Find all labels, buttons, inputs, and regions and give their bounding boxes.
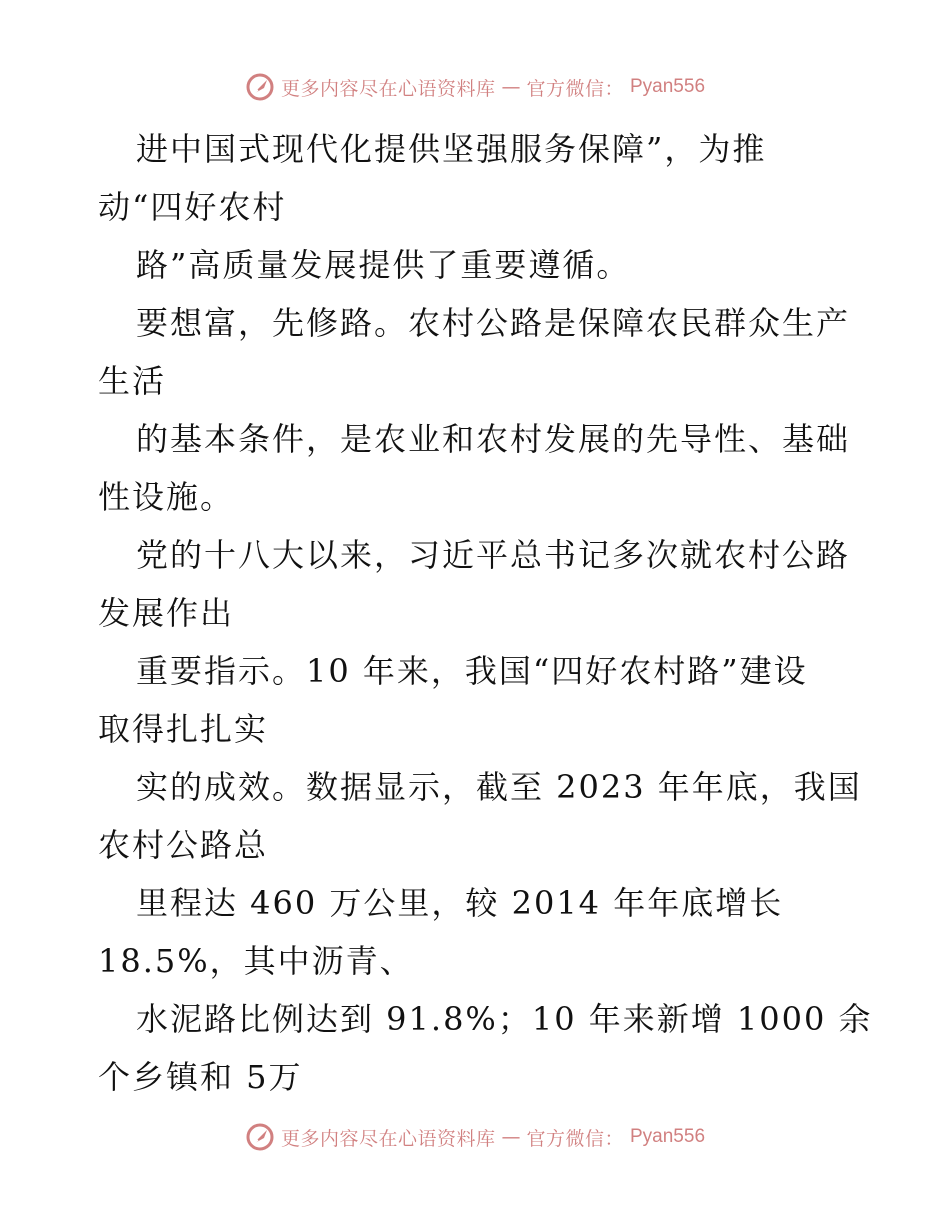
document-body	[98, 120, 873, 1106]
text-line: 里程达 460 万公里，较 2014 年年底增长	[136, 884, 784, 922]
text-line: 的基本条件，是农业和农村发展的先导性、基础	[136, 420, 851, 458]
text-line: 动“四好农村	[98, 188, 287, 226]
feather-pen-logo-icon	[245, 1122, 275, 1152]
header-watermark	[0, 72, 950, 102]
text-line: 实的成效。数据显示，截至 2023 年年底，我国	[136, 768, 862, 806]
text-line: 18.5%，其中沥青、	[98, 942, 414, 980]
watermark-separator: —	[501, 1126, 521, 1148]
watermark-contact-label: 官方微信：	[526, 1127, 624, 1150]
text-line: 重要指示。10 年来，我国“四好农村路”建设	[136, 652, 808, 690]
watermark-contact-id: Pyan556	[630, 1126, 706, 1147]
text-line: 进中国式现代化提供坚强服务保障”，为推	[136, 130, 767, 168]
text-line: 路”高质量发展提供了重要遵循。	[136, 246, 631, 284]
text-line: 要想富，先修路。农村公路是保障农民群众生产	[136, 304, 851, 342]
text-line: 性设施。	[98, 478, 235, 516]
watermark-contact-label: 官方微信：	[526, 77, 624, 100]
watermark-brand: 更多内容尽在心语资料库	[280, 77, 496, 100]
text-line: 农村公路总	[98, 826, 269, 864]
footer-watermark	[0, 1122, 950, 1152]
watermark-separator: —	[501, 76, 521, 98]
text-line: 生活	[98, 362, 167, 400]
text-line: 发展作出	[98, 594, 235, 632]
feather-pen-logo-icon	[245, 72, 275, 102]
watermark-brand: 更多内容尽在心语资料库	[280, 1127, 496, 1150]
watermark-contact-id: Pyan556	[630, 76, 706, 97]
text-line: 党的十八大以来，习近平总书记多次就农村公路	[136, 536, 851, 574]
text-line: 水泥路比例达到 91.8%；10 年来新增 1000 余	[136, 1000, 873, 1038]
text-line: 取得扎扎实	[98, 710, 269, 748]
text-line: 个乡镇和 5万	[98, 1058, 303, 1096]
